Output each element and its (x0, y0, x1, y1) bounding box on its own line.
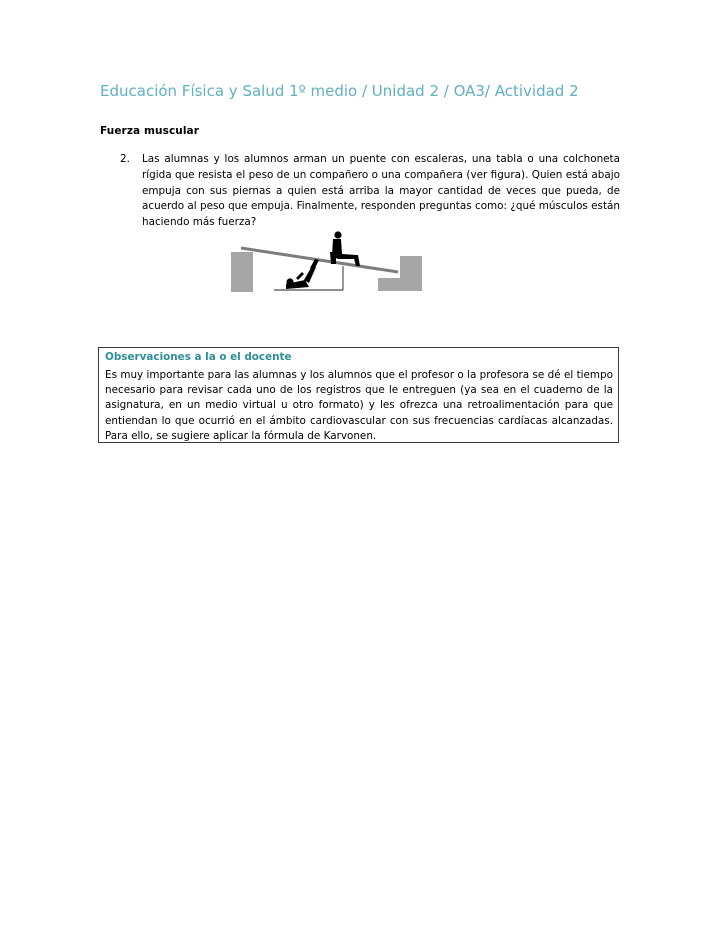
section-heading: Fuerza muscular (100, 125, 200, 137)
observations-title: Observaciones a la o el docente (105, 351, 292, 363)
teacher-observations-box (98, 347, 619, 443)
page-title: Educación Física y Salud 1º medio / Unidad 2 / OA3/ Actividad 2 (100, 82, 579, 100)
person-on-board-icon (330, 231, 360, 266)
activity-number: 2. (120, 153, 130, 165)
right-step-block (378, 256, 422, 291)
activity-item (120, 152, 620, 231)
observations-body: Es muy importante para las alumnas y los alumnos que el profesor o la profesora se dé el tiempo necesario para revisar cada uno de los registros que le entreguen (ya sea en el cuaderno de la asignatura, en un medio virtual u otro formato) y les ofrezca una retroalimentación para que entiendan lo que ocurrió en el ámbito cardiovascular con sus frecuencias cardíacas alcanzadas. Para ello, se sugiere aplicar la fórmula de Karvonen. (105, 369, 613, 442)
person-lying-icon (286, 259, 319, 289)
activity-text: Las alumnas y los alumnos arman un puente con escaleras, una tabla o una colchoneta rígida que resista el peso de un compañero o una compañera (ver figura). Quien está abajo empuja con sus piernas a quien está arriba la mayor cantidad de veces que pueda, de acuerdo al peso que empuja. Finalmente, responden preguntas como: ¿qué músculos están haciendo más fuerza? (142, 153, 620, 229)
bridge-exercise-figure (228, 228, 424, 296)
board (241, 248, 398, 272)
left-step-block (231, 252, 253, 292)
